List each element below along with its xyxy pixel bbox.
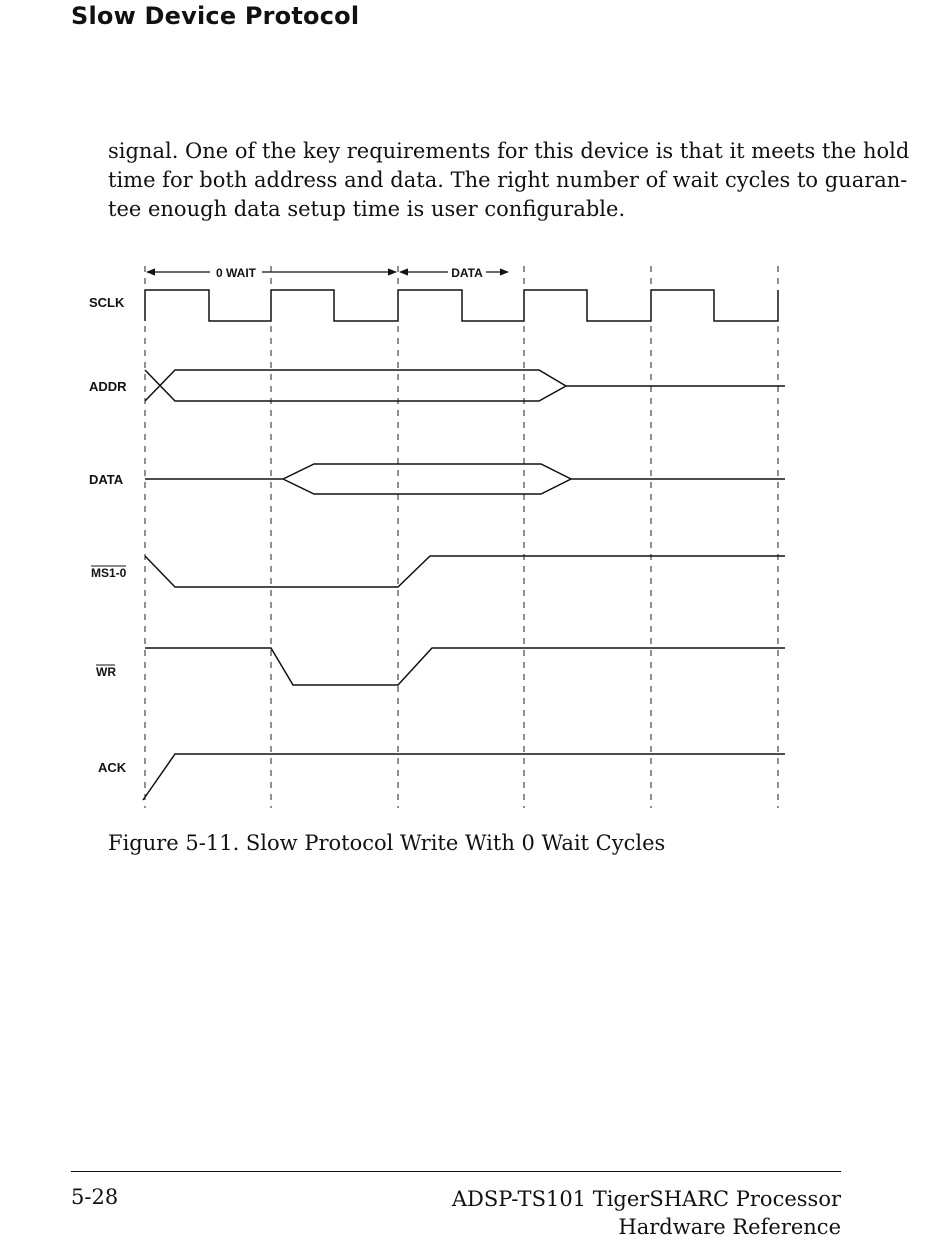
addr-waveform [145, 370, 785, 401]
cycle-guides [145, 266, 778, 808]
body-line-1: signal. One of the key requirements for this device is that it meets the hold [108, 139, 910, 163]
document-title [452, 1185, 841, 1241]
signal-label-ms: MS1-0 [91, 566, 127, 580]
page-number: 5-28 [71, 1185, 119, 1209]
wr-waveform [145, 648, 785, 685]
signal-label-ack: ACK [98, 760, 127, 775]
signal-label-addr: ADDR [89, 379, 127, 394]
document-title-line-2: Hardware Reference [618, 1215, 841, 1239]
signal-label-sclk: SCLK [89, 295, 125, 310]
wait-arrow-label: 0 WAIT [215, 266, 257, 280]
document-title-line-1: ADSP-TS101 TigerSHARC Processor [451, 1187, 841, 1211]
data-waveform [145, 464, 785, 494]
signal-label-data: DATA [89, 472, 124, 487]
footer-divider [71, 1171, 841, 1172]
data-arrow-label: DATA [451, 266, 483, 280]
ack-waveform [143, 754, 785, 800]
body-line-3: tee enough data setup time is user configurable. [108, 197, 626, 221]
running-header: Slow Device Protocol [71, 2, 360, 30]
ms-waveform [145, 556, 785, 587]
figure-caption: Figure 5-11. Slow Protocol Write With 0 Wait Cycles [108, 831, 666, 855]
sclk-waveform [145, 290, 778, 321]
body-line-2: time for both address and data. The right number of wait cycles to guaran- [108, 168, 908, 192]
signal-label-wr: WR [96, 665, 116, 679]
